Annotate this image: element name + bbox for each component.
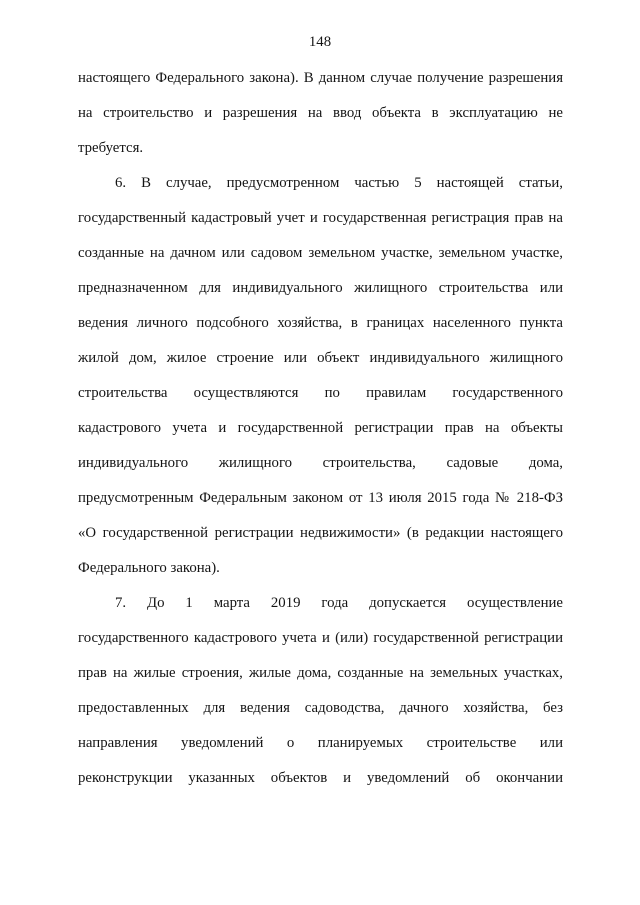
text-line: «О государственной регистрации недвижимости» (в редакции настоящего [78, 525, 563, 541]
text-line: 7. До 1 марта 2019 года допускается осуществление [115, 595, 563, 611]
text-line: созданные на дачном или садовом земельном участке, земельном участке, [78, 245, 563, 261]
text-line: жилой дом, жилое строение или объект индивидуального жилищного [78, 350, 563, 366]
text-line: на строительство и разрешения на ввод объекта в эксплуатацию не [78, 105, 563, 121]
text-line: предназначенном для индивидуального жилищного строительства или [78, 280, 563, 296]
text-line: реконструкции указанных объектов и уведомлений об окончании [78, 770, 563, 786]
paragraph [78, 61, 563, 166]
text-line: направления уведомлений о планируемых строительстве или [78, 735, 563, 751]
text-line: государственного кадастрового учета и (или) государственной регистрации [78, 630, 563, 646]
text-line: кадастрового учета и государственной регистрации прав на объекты [78, 420, 563, 436]
text-line: предоставленных для ведения садоводства, дачного хозяйства, без [78, 700, 563, 716]
text-line: государственный кадастровый учет и государственная регистрация прав на [78, 210, 563, 226]
text-line: индивидуального жилищного строительства, садовые дома, [78, 455, 563, 471]
text-line: ведения личного подсобного хозяйства, в границах населенного пункта [78, 315, 563, 331]
text-line: строительства осуществляются по правилам государственного [78, 385, 563, 401]
text-line: настоящего Федерального закона). В данном случае получение разрешения [78, 70, 563, 86]
text-line: требуется. [78, 140, 144, 156]
text-line: Федерального закона). [78, 560, 220, 576]
text-line: 6. В случае, предусмотренном частью 5 настоящей статьи, [115, 175, 563, 191]
paragraph [78, 586, 563, 796]
text-line: предусмотренным Федеральным законом от 13 июля 2015 года № 218-ФЗ [78, 490, 563, 506]
page-number: 148 [308, 34, 332, 50]
document-body [78, 61, 563, 796]
paragraph [78, 166, 563, 586]
text-line: прав на жилые строения, жилые дома, созданные на земельных участках, [78, 665, 563, 681]
